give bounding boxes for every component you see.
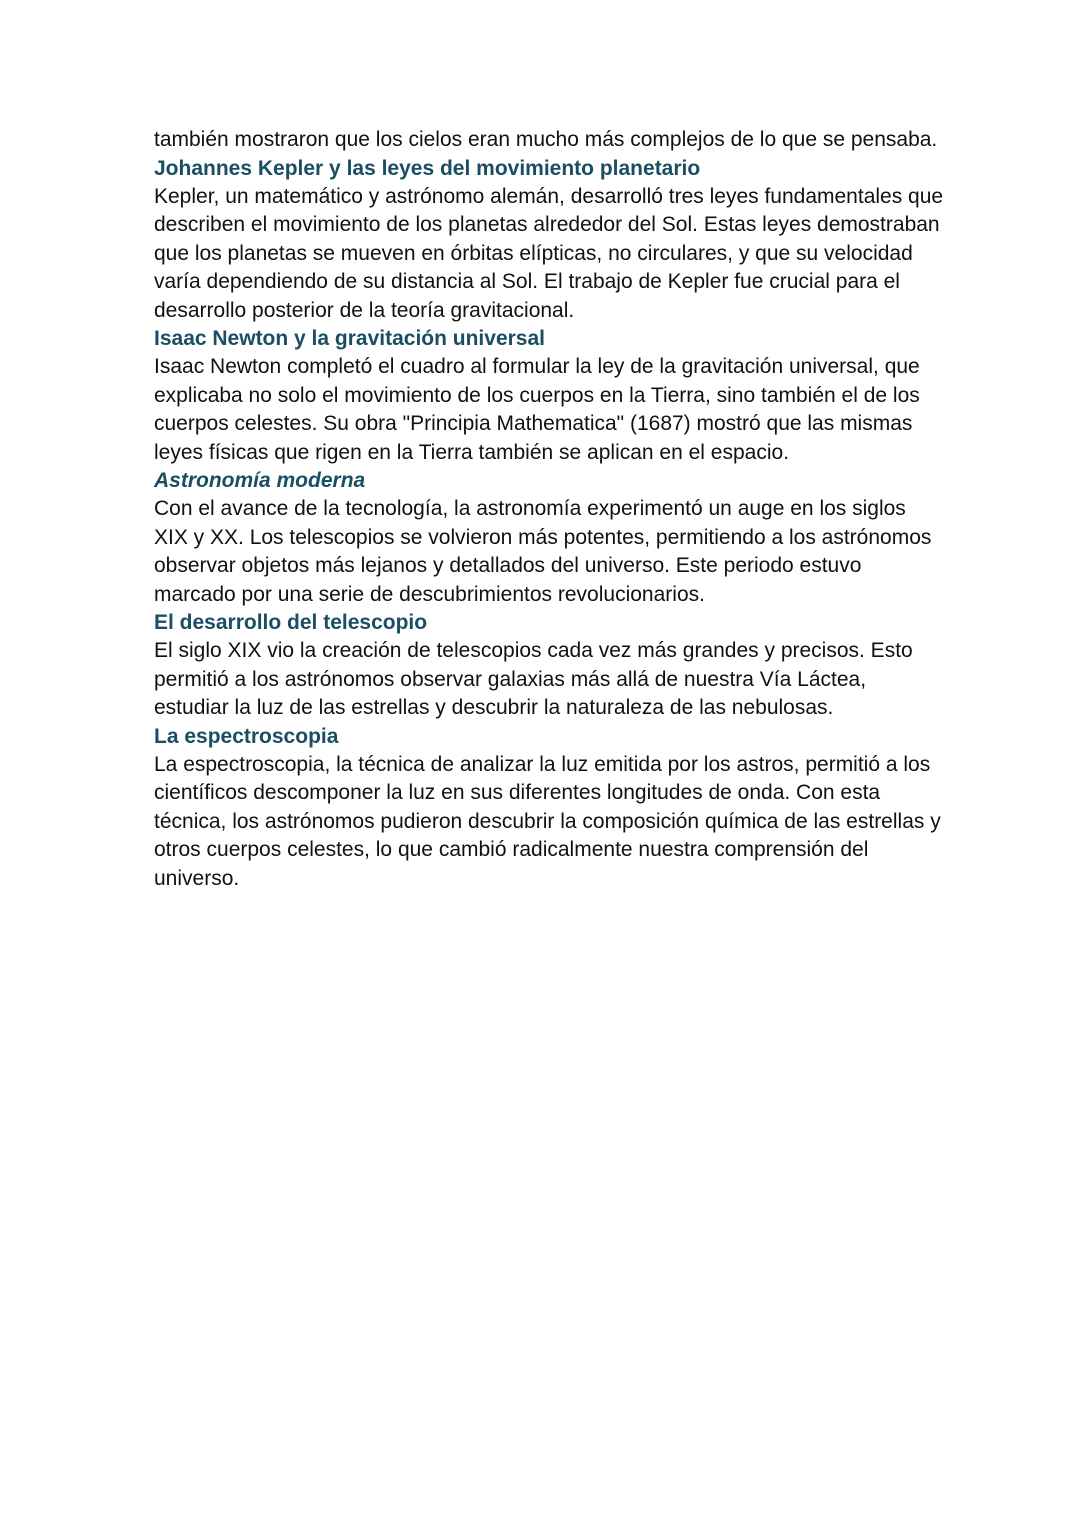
- heading-telescope: El desarrollo del telescopio: [154, 611, 428, 634]
- heading-spectroscopy: La espectroscopia: [154, 724, 339, 748]
- paragraph-kepler: Kepler, un matemático y astrónomo alemán, desarrolló tres leyes fundamentales que describen el movimiento de los planetas alrededor del Sol. Estas leyes demostraban que los planetas se mueven en órbitas elípticas, no circulares, y que su velocidad varía dependiendo de su distancia al Sol. El trabajo de Kepler fue crucial para el desarrollo posterior de la teoría gravitacional.: [154, 184, 944, 322]
- paragraph-spectroscopy: La espectroscopia, la técnica de analizar la luz emitida por los astros, permitió a los científicos descomponer la luz en sus diferentes longitudes de onda. Con esta técnica, los astrónomos pudieron descubrir la composición química de las estrellas y otros cuerpos celestes, lo que cambió radicalmente nuestra comprensión del universo.: [154, 752, 941, 890]
- heading-kepler: Johannes Kepler y las leyes del movimiento planetario: [154, 156, 701, 180]
- heading-modern-astronomy: Astronomía moderna: [154, 469, 366, 492]
- document-page: [154, 126, 944, 893]
- paragraph-newton: Isaac Newton completó el cuadro al formular la ley de la gravitación universal, que explicaba no solo el movimiento de los cuerpos en la Tierra, sino también el de los cuerpos celestes. Su obra "Principia Mathematica" (1687) mostró que las mismas leyes físicas que rigen en la Tierra también se aplican en el espacio.: [154, 355, 920, 464]
- paragraph-telescope: El siglo XIX vio la creación de telescopios cada vez más grandes y precisos. Esto permitió a los astrónomos observar galaxias más allá de nuestra Vía Láctea, estudiar la luz de las estrellas y descubrir la naturaleza de las nebulosas.: [154, 639, 913, 719]
- paragraph-modern-astronomy: Con el avance de la tecnología, la astronomía experimentó un auge en los siglos XIX y XX. Los telescopios se volvieron más potentes, permitiendo a los astrónomos observar objetos más lejanos y detallados del universo. Este periodo estuvo marcado por una serie de descubrimientos revolucionarios.: [154, 497, 932, 606]
- intro-continuation-paragraph: también mostraron que los cielos eran mucho más complejos de lo que se pensaba.: [154, 128, 938, 151]
- heading-newton: Isaac Newton y la gravitación universal: [154, 327, 545, 350]
